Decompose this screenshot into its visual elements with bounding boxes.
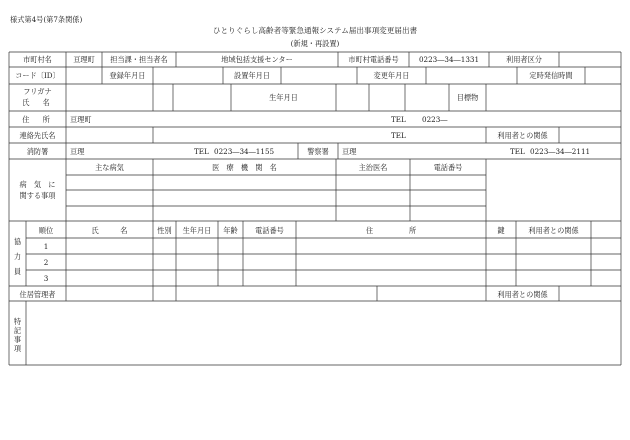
municipality-phone-value[interactable]: 0223―34―1331 [418, 55, 480, 64]
key-header: 鍵 [497, 226, 505, 235]
registered-date-label: 登録年月日 [109, 71, 146, 80]
fire-tel-label: TEL [194, 147, 209, 156]
cooperator-row-number: 2 [43, 258, 49, 267]
changed-date-label: 変更年月日 [373, 71, 410, 80]
notes-label-char-2: 記 [13, 326, 22, 335]
municipality-phone-label: 市町村電話番号 [348, 55, 399, 64]
cooperator-row-number: 3 [43, 274, 49, 283]
scheduled-call-label: 定時発信時間 [529, 71, 573, 80]
notes-label-char-3: 事 [13, 335, 22, 344]
name-label: 氏 名 [22, 98, 53, 107]
hospital-header: 医 療 機 関 名 [212, 163, 277, 172]
manager-relation-label: 利用者との関係 [497, 290, 548, 299]
contact-name-label: 連絡先氏名 [19, 131, 56, 140]
fire-station-value[interactable]: 亘理 [70, 147, 85, 156]
cooperator-address-header: 住 所 [365, 226, 417, 235]
landmark-label: 目標物 [456, 93, 479, 102]
user-category-label: 利用者区分 [506, 55, 542, 64]
residence-manager-label: 住居管理者 [19, 290, 56, 299]
contact-relation-label: 利用者との関係 [497, 131, 548, 140]
police-tel-value[interactable]: 0223―34―2111 [530, 147, 591, 156]
cooperator-label-char-3: 員 [13, 267, 22, 276]
cooperator-name-header: 氏 名 [91, 226, 128, 235]
cooperator-birth-header: 生年月日 [182, 226, 212, 235]
notes-label-char-4: 項 [13, 344, 22, 353]
municipality-value[interactable]: 亘理町 [73, 55, 95, 64]
cooperator-relation-header: 利用者との関係 [528, 226, 579, 235]
cooperator-row-number: 1 [43, 242, 49, 251]
fire-tel-value[interactable]: 0223―34―1155 [214, 147, 275, 156]
notes-field[interactable] [30, 305, 615, 360]
notes-label-char-1: 特 [13, 317, 22, 326]
address-tel-value[interactable]: 0223― [422, 115, 448, 124]
cooperator-phone-header: 電話番号 [255, 226, 284, 235]
code-id-label: コード〔ID〕 [15, 71, 60, 80]
police-station-value[interactable]: 亘理 [342, 147, 357, 156]
department-value[interactable]: 地域包括支援センター [221, 55, 293, 64]
cooperator-label-char-2: 力 [13, 252, 22, 261]
order-header: 順位 [38, 226, 54, 235]
illness-label-line2: 関する事項 [19, 191, 56, 200]
form-subtitle: (新規・再設置) [290, 39, 340, 48]
department-label: 担当課・担当者名 [110, 55, 168, 64]
address-value[interactable]: 亘理町 [70, 115, 92, 124]
contact-tel-label: TEL [391, 131, 406, 140]
address-label: 住 所 [22, 115, 53, 124]
birth-date-label: 生年月日 [269, 93, 298, 102]
furigana-label: フリガナ [23, 87, 52, 96]
police-station-label: 警察署 [307, 147, 329, 156]
doctor-header: 主治医名 [358, 163, 388, 172]
municipality-label: 市町村名 [23, 55, 52, 64]
age-header: 年齢 [223, 226, 238, 235]
installed-date-label: 設置年月日 [234, 71, 270, 80]
police-tel-label: TEL [510, 147, 525, 156]
cooperator-label-char-1: 協 [13, 237, 22, 246]
form-number: 様式第4号(第7条関係) [10, 15, 83, 24]
sex-header: 性別 [157, 226, 172, 235]
illness-label-line1: 病 気 に [19, 180, 56, 189]
form-title: ひとりぐらし高齢者等緊急通報システム届出事項変更届出書 [212, 26, 418, 35]
fire-station-label: 消防署 [26, 147, 49, 156]
main-disease-header: 主な病気 [95, 163, 124, 172]
address-tel-label: TEL [391, 115, 406, 124]
illness-phone-header: 電話番号 [433, 163, 463, 172]
